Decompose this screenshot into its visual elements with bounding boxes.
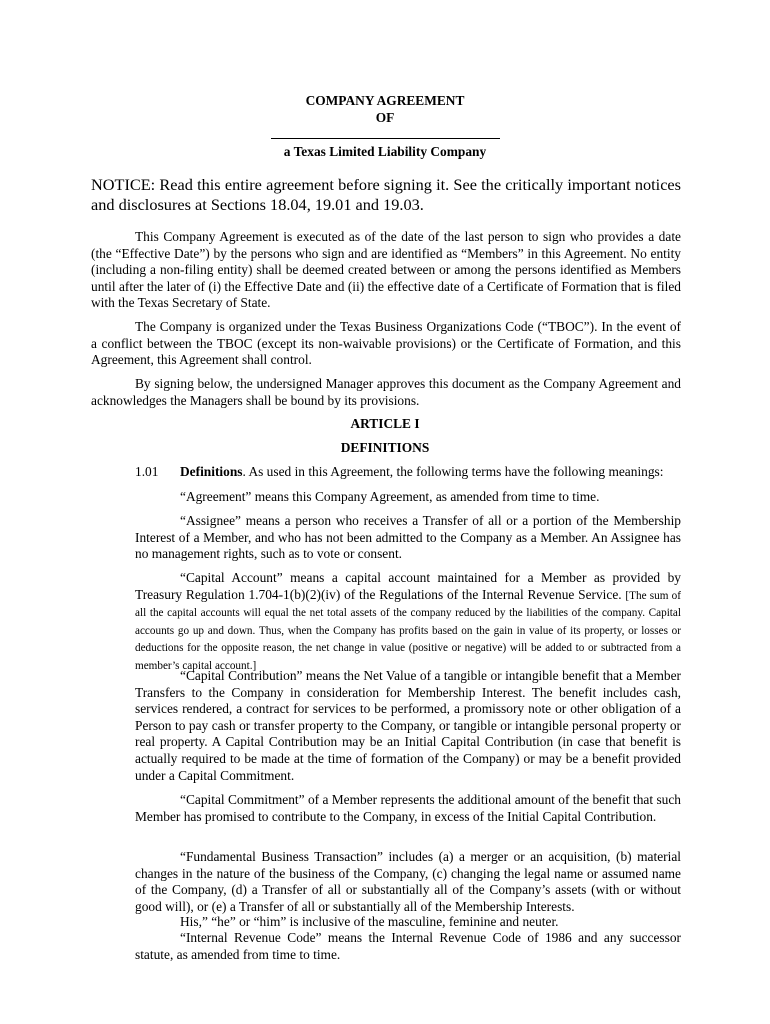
definition-agreement: “Agreement” means this Company Agreement, as amended from time to time. bbox=[180, 489, 600, 504]
definition-assignee: “Assignee” means a person who receives a Transfer of all or a portion of the Membership Interest of a Member, and who has not been admitted to the Company as a Member. An Assignee has no management rights, such as to vote or consent. bbox=[135, 513, 681, 562]
organization-paragraph: The Company is organized under the Texas Business Organizations Code (“TBOC”). In the event of a conflict between the TBOC (except its non-waivable provisions) or the Certificate of Formation, and this Agreement, this Agreement shall control. bbox=[91, 319, 681, 368]
definition-fundamental-business-transaction: “Fundamental Business Transaction” includes (a) a merger or an acquisition, (b) material changes in the nature of the business of the Company, (c) changing the legal name or assumed name of the Company, (d) a Transfer of all or substantially all of the Company’s assets (with or without good will), or (e) a Transfer of all or substantially all of the Membership Interests. bbox=[135, 849, 681, 914]
document-subtitle: a Texas Limited Liability Company bbox=[283, 144, 487, 159]
document-title-of: OF bbox=[375, 110, 395, 125]
capital-account-note: [The sum of all the capital accounts will equal the net total assets of the company reduced by the liabilities of the company. Capital accounts go up and down. Thus, when the Company has profits based on the gain in value of its property, or losses or deductions for the opposite reason, the net change in value (positive or negative) will be added to or subtracted from a member’s capital account.] bbox=[135, 589, 681, 672]
section-title: Definitions bbox=[180, 464, 243, 479]
section-1-01 bbox=[135, 464, 681, 481]
manager-approval-paragraph: By signing below, the undersigned Manager approves this document as the Company Agreement and acknowledges the Managers shall be bound by its provisions. bbox=[91, 376, 681, 408]
company-name-blank-line bbox=[271, 138, 500, 139]
capital-account-text: “Capital Account” means a capital account maintained for a Member as provided by Treasury Regulation 1.704-1(b)(2)(iv) of the Regulations of the Internal Revenue Service. bbox=[135, 570, 681, 602]
section-number: 1.01 bbox=[135, 464, 159, 479]
definition-internal-revenue-code: “Internal Revenue Code” means the Internal Revenue Code of 1986 and any successor statute, as amended from time to time. bbox=[135, 930, 681, 962]
definition-capital-contribution: “Capital Contribution” means the Net Value of a tangible or intangible benefit that a Member Transfers to the Company in consideration for Membership Interest. The benefit includes cash, services rendered, a contract for services to be performed, a promissory note or other obligation of a Person to pay cash or transfer property to the Company, or tangible or intangible personal property or real property. A Capital Contribution may be an Initial Capital Contribution (in case that benefit is actually required to be made at the time of formation of the Company) or may be a benefit provided under a Capital Commitment. bbox=[135, 668, 681, 783]
article-number: ARTICLE I bbox=[350, 416, 420, 431]
effective-date-paragraph: This Company Agreement is executed as of the date of the last person to sign who provides a date (the “Effective Date”) by the persons who sign and are identified as “Members” in this Agreement. No entity (including a non-filing entity) shall be deemed created between or among the persons identified as Members until after the later of (i) the Effective Date and (ii) the effective date of a Certificate of Formation that is filed with the Texas Secretary of State. bbox=[91, 229, 681, 311]
definition-his: His,” “he” or “him” is inclusive of the masculine, feminine and neuter. bbox=[180, 914, 559, 929]
notice-paragraph: NOTICE: Read this entire agreement before signing it. See the critically important notices and disclosures at Sections 18.04, 19.01 and 19.03. bbox=[91, 175, 681, 214]
section-intro-text: . As used in this Agreement, the following terms have the following meanings: bbox=[242, 464, 664, 479]
definition-capital-commitment: “Capital Commitment” of a Member represents the additional amount of the benefit that such Member has promised to contribute to the Company, in excess of the Initial Capital Contribution. bbox=[135, 792, 681, 824]
article-heading: DEFINITIONS bbox=[340, 440, 430, 455]
document-title: COMPANY AGREEMENT bbox=[305, 93, 465, 108]
definition-capital-account bbox=[135, 570, 681, 675]
